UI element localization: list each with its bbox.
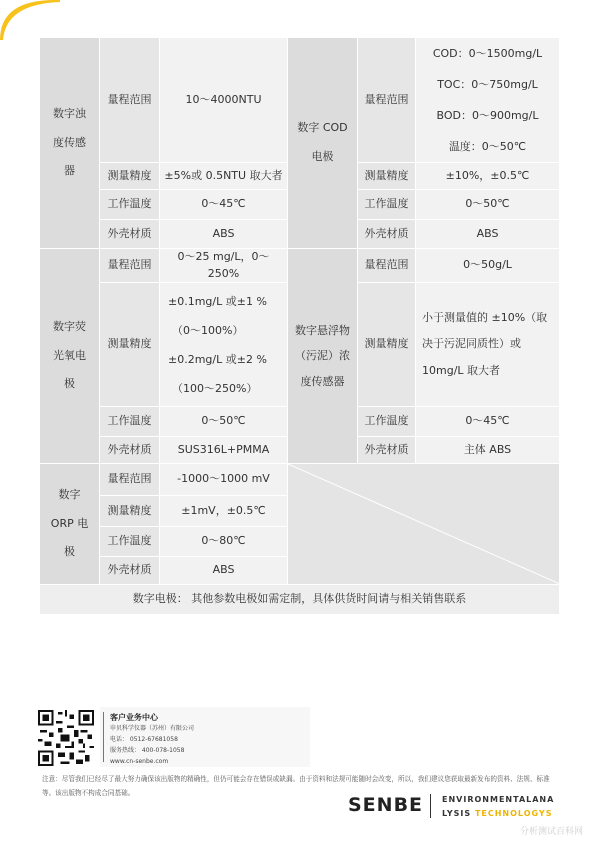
cod-range-line: BOD：0～900mg/L [436, 109, 539, 122]
orp-accuracy: ±1mV，±0.5℃ [160, 496, 288, 526]
ss-housing: 主体 ABS [416, 437, 560, 464]
sensor-name-turbidity: 数字浊度传感器 [40, 38, 100, 249]
contact-phone: 电话： 0512-67681058 [110, 736, 178, 743]
label-housing: 外壳材质 [358, 437, 416, 464]
do-housing: SUS316L+PMMA [160, 437, 288, 464]
turbidity-range: 10～4000NTU [160, 38, 288, 163]
label-housing: 外壳材质 [100, 437, 160, 464]
label-accuracy: 测量精度 [100, 163, 160, 190]
contact-block [110, 712, 194, 767]
contact-website[interactable]: www.cn-senbe.com [110, 758, 169, 765]
qr-code-icon [38, 710, 94, 766]
label-housing: 外壳材质 [358, 220, 416, 249]
orp-temp: 0～80℃ [160, 527, 288, 557]
spec-table [40, 38, 560, 615]
watermark: 分析测试百科网 [520, 827, 584, 837]
turbidity-temp: 0～45℃ [160, 190, 288, 220]
label-temp: 工作温度 [358, 407, 416, 437]
ss-accuracy: 小于测量值的 ±10%（取决于污泥同质性）或 10mg/L 取大者 [416, 283, 560, 407]
ss-temp: 0～45℃ [416, 407, 560, 437]
cod-accuracy: ±10%，±0.5℃ [416, 163, 560, 190]
do-temp: 0～50℃ [160, 407, 288, 437]
empty-cell [288, 464, 560, 585]
contact-divider [103, 712, 104, 762]
do-range: 0～25 mg/L，0～250% [160, 249, 288, 283]
brand-logo: SENBE [348, 794, 424, 816]
contact-company: 申贝科学仪器（苏州）有限公司 [110, 725, 195, 732]
cod-range-line: COD：0～1500mg/L [432, 47, 543, 60]
cod-range-line: TOC：0～750mg/L [437, 78, 538, 91]
sensor-name-ss: 数字悬浮物（污泥）浓度传感器 [288, 249, 358, 464]
contact-hotline: 服务热线： 400-078-1058 [110, 747, 185, 754]
ss-range: 0～50g/L [416, 249, 560, 283]
label-accuracy: 测量精度 [100, 283, 160, 407]
do-accuracy [160, 283, 288, 407]
label-range: 量程范围 [100, 249, 160, 283]
label-housing: 外壳材质 [100, 557, 160, 585]
label-temp: 工作温度 [100, 190, 160, 220]
disclaimer-text: 注意：尽管我们已经尽了最大努力确保该出版物的精确性，但仍可能会存在错误或缺漏。由于资料和法规可能随时会改变，所以，我们建议您获取最新发布的资料、法规、标准等。该出版物不构成合同基础。 [42, 775, 550, 797]
label-housing: 外壳材质 [100, 220, 160, 249]
do-accuracy-line: （0～100%） [172, 323, 244, 337]
label-range: 量程范围 [358, 38, 416, 163]
label-temp: 工作温度 [100, 527, 160, 557]
corner-accent-icon [0, 0, 60, 40]
turbidity-accuracy: ±5%或 0.5NTU 取大者 [160, 163, 288, 190]
do-accuracy-line: ±0.1mg/L 或±1 % [168, 294, 267, 308]
cod-range-line: 温度：0～50℃ [448, 140, 527, 153]
do-accuracy-line: ±0.2mg/L 或±2 % [168, 352, 267, 366]
label-range: 量程范围 [100, 38, 160, 163]
brand-tagline-2: LYSIS TECHNOLOGYS [442, 809, 553, 818]
orp-housing: ABS [160, 557, 288, 585]
contact-title: 客户业务中心 [110, 713, 158, 722]
sensor-name-cod: 数字 COD 电极 [288, 38, 358, 249]
orp-range: -1000～1000 mV [160, 464, 288, 496]
label-temp: 工作温度 [100, 407, 160, 437]
cod-temp: 0～50℃ [416, 190, 560, 220]
cod-housing: ABS [416, 220, 560, 249]
label-range: 量程范围 [100, 464, 160, 496]
custom-note: 数字电极： 其他参数电极如需定制，具体供货时间请与相关销售联系 [40, 585, 560, 615]
do-accuracy-line: （100～250%） [172, 381, 258, 395]
label-accuracy: 测量精度 [100, 496, 160, 526]
sensor-name-do: 数字荧光氧电极 [40, 249, 100, 464]
diagonal-line-icon [288, 464, 560, 584]
turbidity-housing: ABS [160, 220, 288, 249]
label-accuracy: 测量精度 [358, 163, 416, 190]
cod-range [416, 38, 560, 163]
brand-tagline-1: ENVIRONMENTALANA [442, 795, 555, 804]
sensor-name-orp: 数字 ORP 电极 [40, 464, 100, 585]
label-accuracy: 测量精度 [358, 283, 416, 407]
logo-divider [430, 794, 431, 818]
label-range: 量程范围 [358, 249, 416, 283]
label-temp: 工作温度 [358, 190, 416, 220]
